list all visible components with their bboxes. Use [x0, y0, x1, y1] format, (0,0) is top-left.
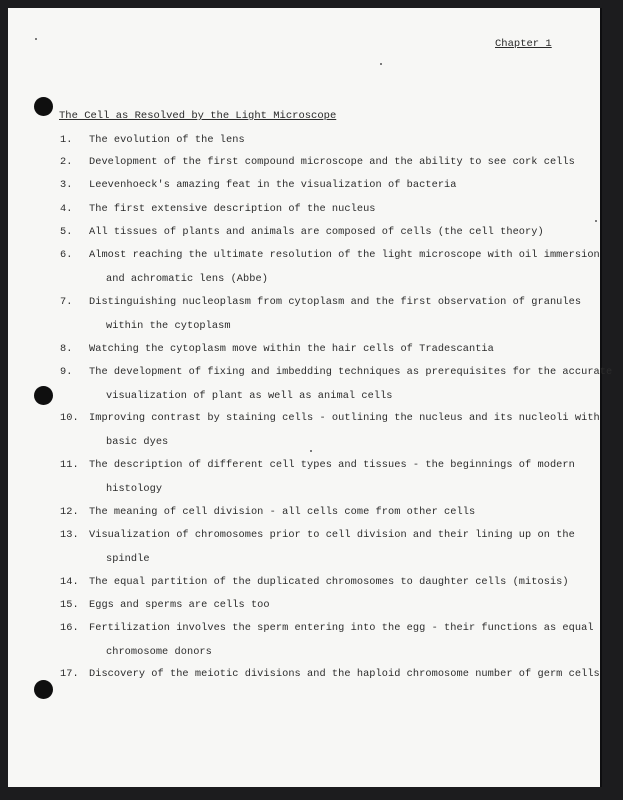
item-text: The development of fixing and imbedding techniques as prerequisites for the accurate	[89, 366, 613, 378]
punch-hole-middle	[34, 386, 53, 405]
item-number: 14.	[60, 576, 79, 588]
section-heading: The Cell as Resolved by the Light Microscope	[59, 110, 337, 122]
item-text: The meaning of cell division - all cells come from other cells	[89, 506, 476, 518]
item-text: Discovery of the meiotic divisions and the haploid chromosome number of germ cells	[89, 668, 600, 680]
item-number: 9.	[60, 366, 73, 378]
item-number: 16.	[60, 622, 79, 634]
item-number: 3.	[60, 179, 73, 191]
item-text: The first extensive description of the nucleus	[89, 203, 376, 215]
item-text: Development of the first compound microscope and the ability to see cork cells	[89, 156, 575, 168]
paper-speck	[380, 63, 382, 65]
item-number: 6.	[60, 249, 73, 261]
paper-speck	[35, 38, 37, 40]
item-continuation: spindle	[106, 552, 150, 565]
item-text: Almost reaching the ultimate resolution of the light microscope with oil immersion	[89, 249, 600, 261]
item-continuation: histology	[106, 482, 163, 495]
item-number: 5.	[60, 226, 73, 238]
punch-hole-top	[34, 97, 53, 116]
item-number: 17.	[60, 668, 79, 680]
item-text: The description of different cell types and tissues - the beginnings of modern	[89, 459, 575, 471]
document-page	[8, 8, 613, 787]
item-text: Improving contrast by staining cells - outlining the nucleus and its nucleoli with	[89, 412, 600, 424]
item-continuation: chromosome donors	[106, 645, 212, 658]
item-number: 4.	[60, 203, 73, 215]
item-number: 1.	[60, 134, 73, 146]
item-number: 13.	[60, 529, 79, 541]
item-continuation: and achromatic lens (Abbe)	[106, 272, 268, 285]
item-number: 10.	[60, 412, 79, 424]
item-text: Visualization of chromosomes prior to cell division and their lining up on the	[89, 529, 575, 541]
item-continuation: within the cytoplasm	[106, 319, 231, 332]
item-text: Leevenhoeck's amazing feat in the visualization of bacteria	[89, 179, 457, 191]
item-continuation: basic dyes	[106, 435, 169, 448]
item-text: The evolution of the lens	[89, 134, 245, 146]
chapter-label: Chapter 1	[495, 38, 552, 50]
item-text: The equal partition of the duplicated chromosomes to daughter cells (mitosis)	[89, 576, 569, 588]
item-text: Distinguishing nucleoplasm from cytoplasm and the first observation of granules	[89, 296, 582, 308]
item-continuation: visualization of plant as well as animal cells	[106, 389, 393, 402]
paper-speck	[595, 220, 597, 222]
item-text: Fertilization involves the sperm entering into the egg - their functions as equal	[89, 622, 594, 634]
paper-speck	[310, 450, 312, 452]
item-number: 15.	[60, 599, 79, 611]
item-number: 12.	[60, 506, 79, 518]
item-text: All tissues of plants and animals are composed of cells (the cell theory)	[89, 226, 544, 238]
punch-hole-bottom	[34, 680, 53, 699]
item-number: 11.	[60, 459, 79, 471]
item-number: 7.	[60, 296, 73, 308]
item-text: Watching the cytoplasm move within the hair cells of Tradescantia	[89, 343, 494, 355]
item-number: 2.	[60, 156, 73, 168]
item-text: Eggs and sperms are cells too	[89, 599, 270, 611]
item-number: 8.	[60, 343, 73, 355]
